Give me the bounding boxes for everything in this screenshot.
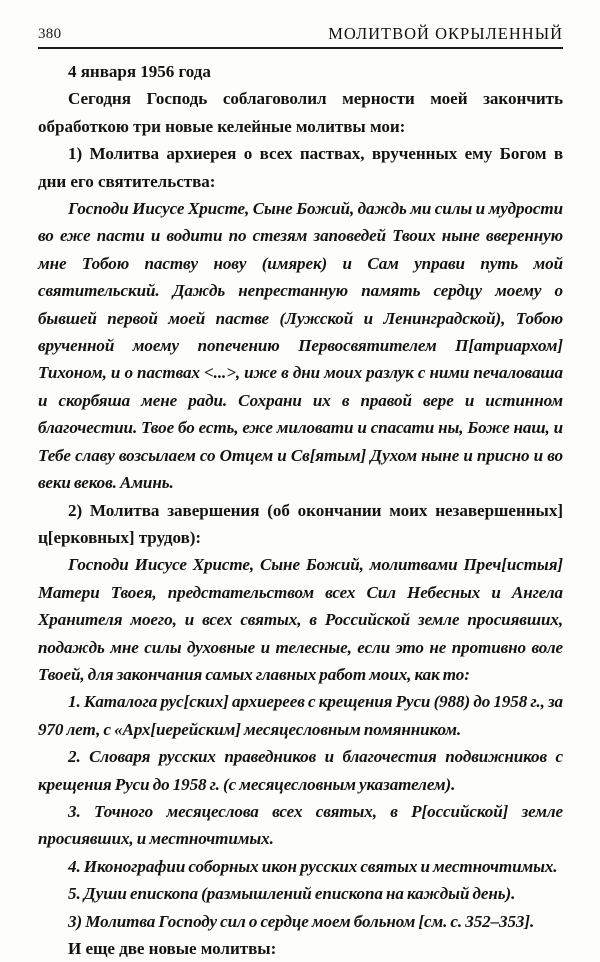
- list-item: 3. Точного месяцеслова всех святых, в Р[оссийской] земле просиявших, и местночтимых.: [38, 801, 563, 849]
- intro-paragraph: Сегодня Господь соблаговолил мерности моей закончить обработкою три новые келейные молитвы мои:: [38, 89, 563, 136]
- list-item: 4. Иконографии соборных икон русских святых и местночтимых.: [68, 856, 558, 876]
- item-2-heading: 2) Молитва завершения (об окончании моих незавершенных] ц[ерковных] трудов):: [38, 500, 563, 547]
- prayer-1-text: Господи Иисусе Христе, Сыне Божий, даждь ми силы и мудрости во еже пасти и водити по стезям заповедей Твоих ныне вверенную мне Тобою паству нову (имярек) и Сам управи путь мой святительский. Даждь непрестанную память сердцу моему о бывшей первой моей пастве (Лужской и Ленинградской), Тобою врученной моему попечению Первосвятителем П[атриархом] Тихоном, и о паствах <...>, иже в дни моих разлук с ними печаловаша и скорбяша мене ради. Сохрани их в правой вере и истинном благочестии. Твое бо есть, еже миловати и спасати ны, Боже наш, и Тебе славу возсылаем со Отцем и Св[ятым] Духом ныне и присно и во веки веков. Аминь.: [38, 199, 563, 493]
- list-item: 2. Словаря русских праведников и благочестия подвижников с крещения Руси до 1958 г. (с месяцесловным указателем).: [38, 747, 563, 794]
- header-divider-rule: [38, 47, 563, 49]
- list-item: 1. Каталога рус[ских] архиереев с крещения Руси (988) до 1958 г., за 970 лет, с «Арх[иерейским] месяцесловным помянником.: [38, 692, 563, 739]
- list-item: 5. Души епископа (размышлений епископа на каждый день).: [68, 884, 516, 904]
- running-head-title: МОЛИТВОЙ ОКРЫЛЕННЫЙ: [328, 23, 563, 43]
- closing-line: И еще две новые молитвы:: [68, 939, 277, 958]
- prayer-2-text: Господи Иисусе Христе, Сыне Божий, молитвами Преч[истыя] Матери Твоея, предстательством всех Сил Небесных и Ангела Хранителя моего, и всех святых, в Российской земле просиявших, подаждь мне силы духовные и телесные, если это не противно воле Твоей, для закончания самых главных работ моих, как то:: [38, 555, 563, 684]
- date-line: 4 января 1956 года: [68, 62, 211, 81]
- body-text-block: [38, 58, 563, 962]
- page-number: 380: [38, 26, 62, 42]
- item-1-heading: 1) Молитва архиерея о всех паствах, врученных ему Богом в дни его святительства:: [38, 144, 563, 191]
- running-head: [38, 18, 563, 42]
- item-3-heading: 3) Молитва Господу сил о сердце моем больном [см. с. 352–353].: [68, 911, 535, 931]
